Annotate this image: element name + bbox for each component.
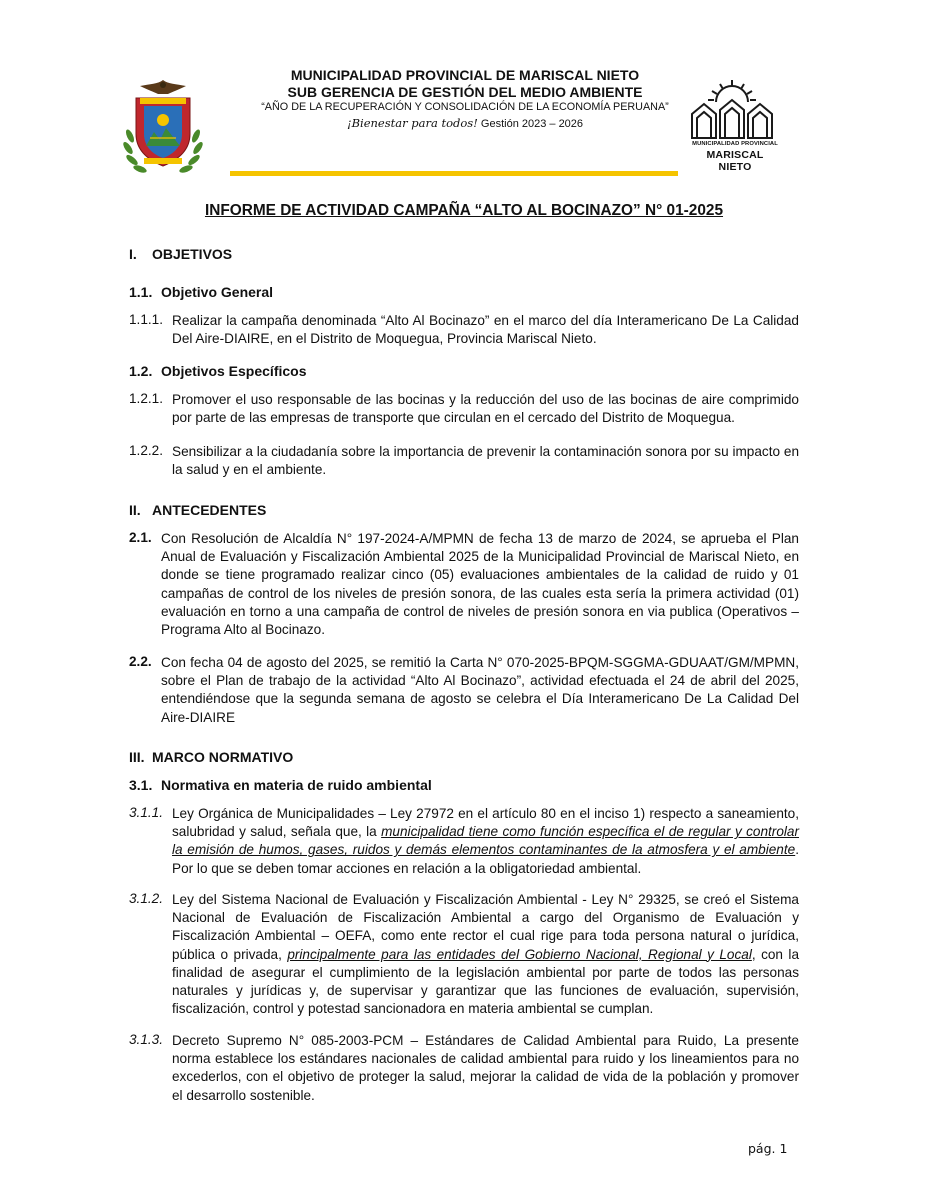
item-text [172,805,799,878]
item-text-part: Ley del Sistema Nacional de Evaluación y Fiscalización Ambiental - Ley N° 29325, se creó el Sistema Nacional de Evaluación de Fiscalización Ambiental a cargo del Organismo de Evaluación y Fiscalización Ambiental – OEFA, como ente rector el cual rige para toda persona natural o jurídica, pública o privada, [172,892,799,962]
section-title: MARCO NORMATIVO [152,749,294,765]
item-text-emphasis: principalmente para las entidades del Gobierno Nacional, Regional y Local [287,946,752,962]
logo-caption-big: MARISCAL NIETO [706,149,764,173]
moquegua-crest-logo [120,76,206,176]
item-text: Con Resolución de Alcaldía N° 197-2024-A/MPMN de fecha 13 de marzo de 2024, se aprueba el Plan Anual de Evaluación y Fiscalización Ambiental 2025 de la Municipalidad Provincial de Mariscal Nieto, en donde se tiene programado realizar cinco (05) evaluaciones ambientales de la calidad de ruido y 01 campañas de control de los niveles de presión sonora, de las cuales esta sería la primera actividad (01) evaluación en torno a una campaña de control de niveles de presión sonora en via publica (Operativos – Programa Alto al Bocinazo. [161,531,799,638]
item-1-2-2 [129,443,799,479]
page-number: pág. 1 [748,1141,788,1156]
section-antecedentes-heading [129,502,266,518]
item-text-part: . Por lo que se deben tomar acciones en relación a la obligatoriedad ambiental. [172,842,799,876]
item-number: 1.2.1. [129,391,164,406]
subsection-objetivo-general [129,284,273,300]
header-yellow-bar [230,171,678,176]
section-objetivos-heading [129,246,232,262]
subsection-title: Normativa en materia de ruido ambiental [161,777,432,793]
item-number: 3.1.3. [129,1032,164,1047]
header-year-motto: “AÑO DE LA RECUPERACIÓN Y CONSOLIDACIÓN DE LA ECONOMÍA PERUANA” [261,101,669,113]
subsection-ruido-ambiental [129,777,432,793]
item-1-2-1 [129,391,799,427]
item-text-part: Ley Orgánica de Municipalidades – Ley 27972 en el artículo 80 en el inciso 1) respecto a saneamiento, salubridad y salud, señala que, la [172,806,799,840]
item-number: 1.1.1. [129,312,164,327]
header-subgerencia: SUB GERENCIA DE GESTIÓN DEL MEDIO AMBIENTE [287,84,643,100]
header-municipality: MUNICIPALIDAD PROVINCIAL DE MARISCAL NIETO [290,67,640,83]
logo-caption-small: MUNICIPALIDAD PROVINCIAL [692,141,778,147]
section-title: OBJETIVOS [152,246,233,262]
item-text: Con fecha 04 de agosto del 2025, se remitió la Carta N° 070-2025-BPQM-SGGMA-GDUAAT/GM/MPMN, sobre el Plan de trabajo de la actividad “Alto Al Bocinazo”, actividad efectuada el 24 de abril del 2025, entendiéndose que la segunda semana de agosto se celebra el Día Interamericano De La Calidad Del Aire-DIAIRE [161,655,799,725]
item-text: Realizar la campaña denominada “Alto Al Bocinazo” en el marco del día Interamericano De La Calidad Del Aire-DIAIRE, en el Distrito de Moquegua, Provincia Mariscal Nieto. [172,313,799,347]
section-title: ANTECEDENTES [152,502,267,518]
item-text-part: , con la finalidad de asegurar el cumplimiento de la legislación ambiental por parte de todos las personas naturales y jurídicas y, de supervisar y garantizar que las funciones de evaluación, supervisión, fiscalización, control y potestad sancionadora en materia ambiental se cumplan. [172,946,800,1017]
item-text: Sensibilizar a la ciudadanía sobre la importancia de prevenir la contaminación sonora por su impacto en la salud y en el ambiente. [172,444,799,478]
item-3-1-3 [129,1032,799,1105]
item-number: 1.2.2. [129,443,164,458]
item-1-1-1 [129,312,799,348]
item-text [172,891,799,1018]
subsection-objetivos-especificos [129,363,307,379]
header-bienestar: ¡Bienestar para todos! [346,116,478,130]
subsection-number: 1.2. [129,363,153,379]
document-title: INFORME DE ACTIVIDAD CAMPAÑA “ALTO AL BOCINAZO” N° 01-2025 [204,202,724,219]
section-number: I. [129,246,137,262]
subsection-title: Objetivos Específicos [161,363,307,379]
header-gestion-years: Gestión 2023 – 2026 [477,118,584,130]
section-number: II. [129,502,141,518]
item-3-1-2 [129,891,799,1018]
item-text: Promover el uso responsable de las bocinas y la reducción del uso de las bocinas de aire comprimido por parte de las empresas de transporte que circulan en el cercado del Distrito de Moquegua. [172,392,799,426]
header-gestion [230,116,700,130]
item-2-2 [129,654,799,727]
item-text-emphasis: municipalidad tiene como función específica el de regular y controlar la emisión de humos, gases, ruidos y demás elementos contaminantes de la atmosfera y el ambiente [172,824,799,858]
item-number: 2.1. [129,530,152,545]
subsection-title: Objetivo General [161,284,274,300]
subsection-number: 3.1. [129,777,153,793]
item-2-1 [129,530,799,639]
item-number: 3.1.2. [129,891,164,906]
section-marco-normativo-heading [129,749,293,765]
section-number: III. [129,749,145,765]
item-number: 3.1.1. [129,805,164,820]
item-3-1-1 [129,805,799,878]
item-text: Decreto Supremo N° 085-2003-PCM – Estándares de Calidad Ambiental para Ruido, La presente norma establece los estándares nacionales de calidad ambiental para ruido y los lineamientos para no excederlos, con el objetivo de proteger la salud, mejorar la calidad de vida de la población y promover el desarrollo sostenible. [172,1033,799,1103]
subsection-number: 1.1. [129,284,153,300]
item-number: 2.2. [129,654,152,669]
